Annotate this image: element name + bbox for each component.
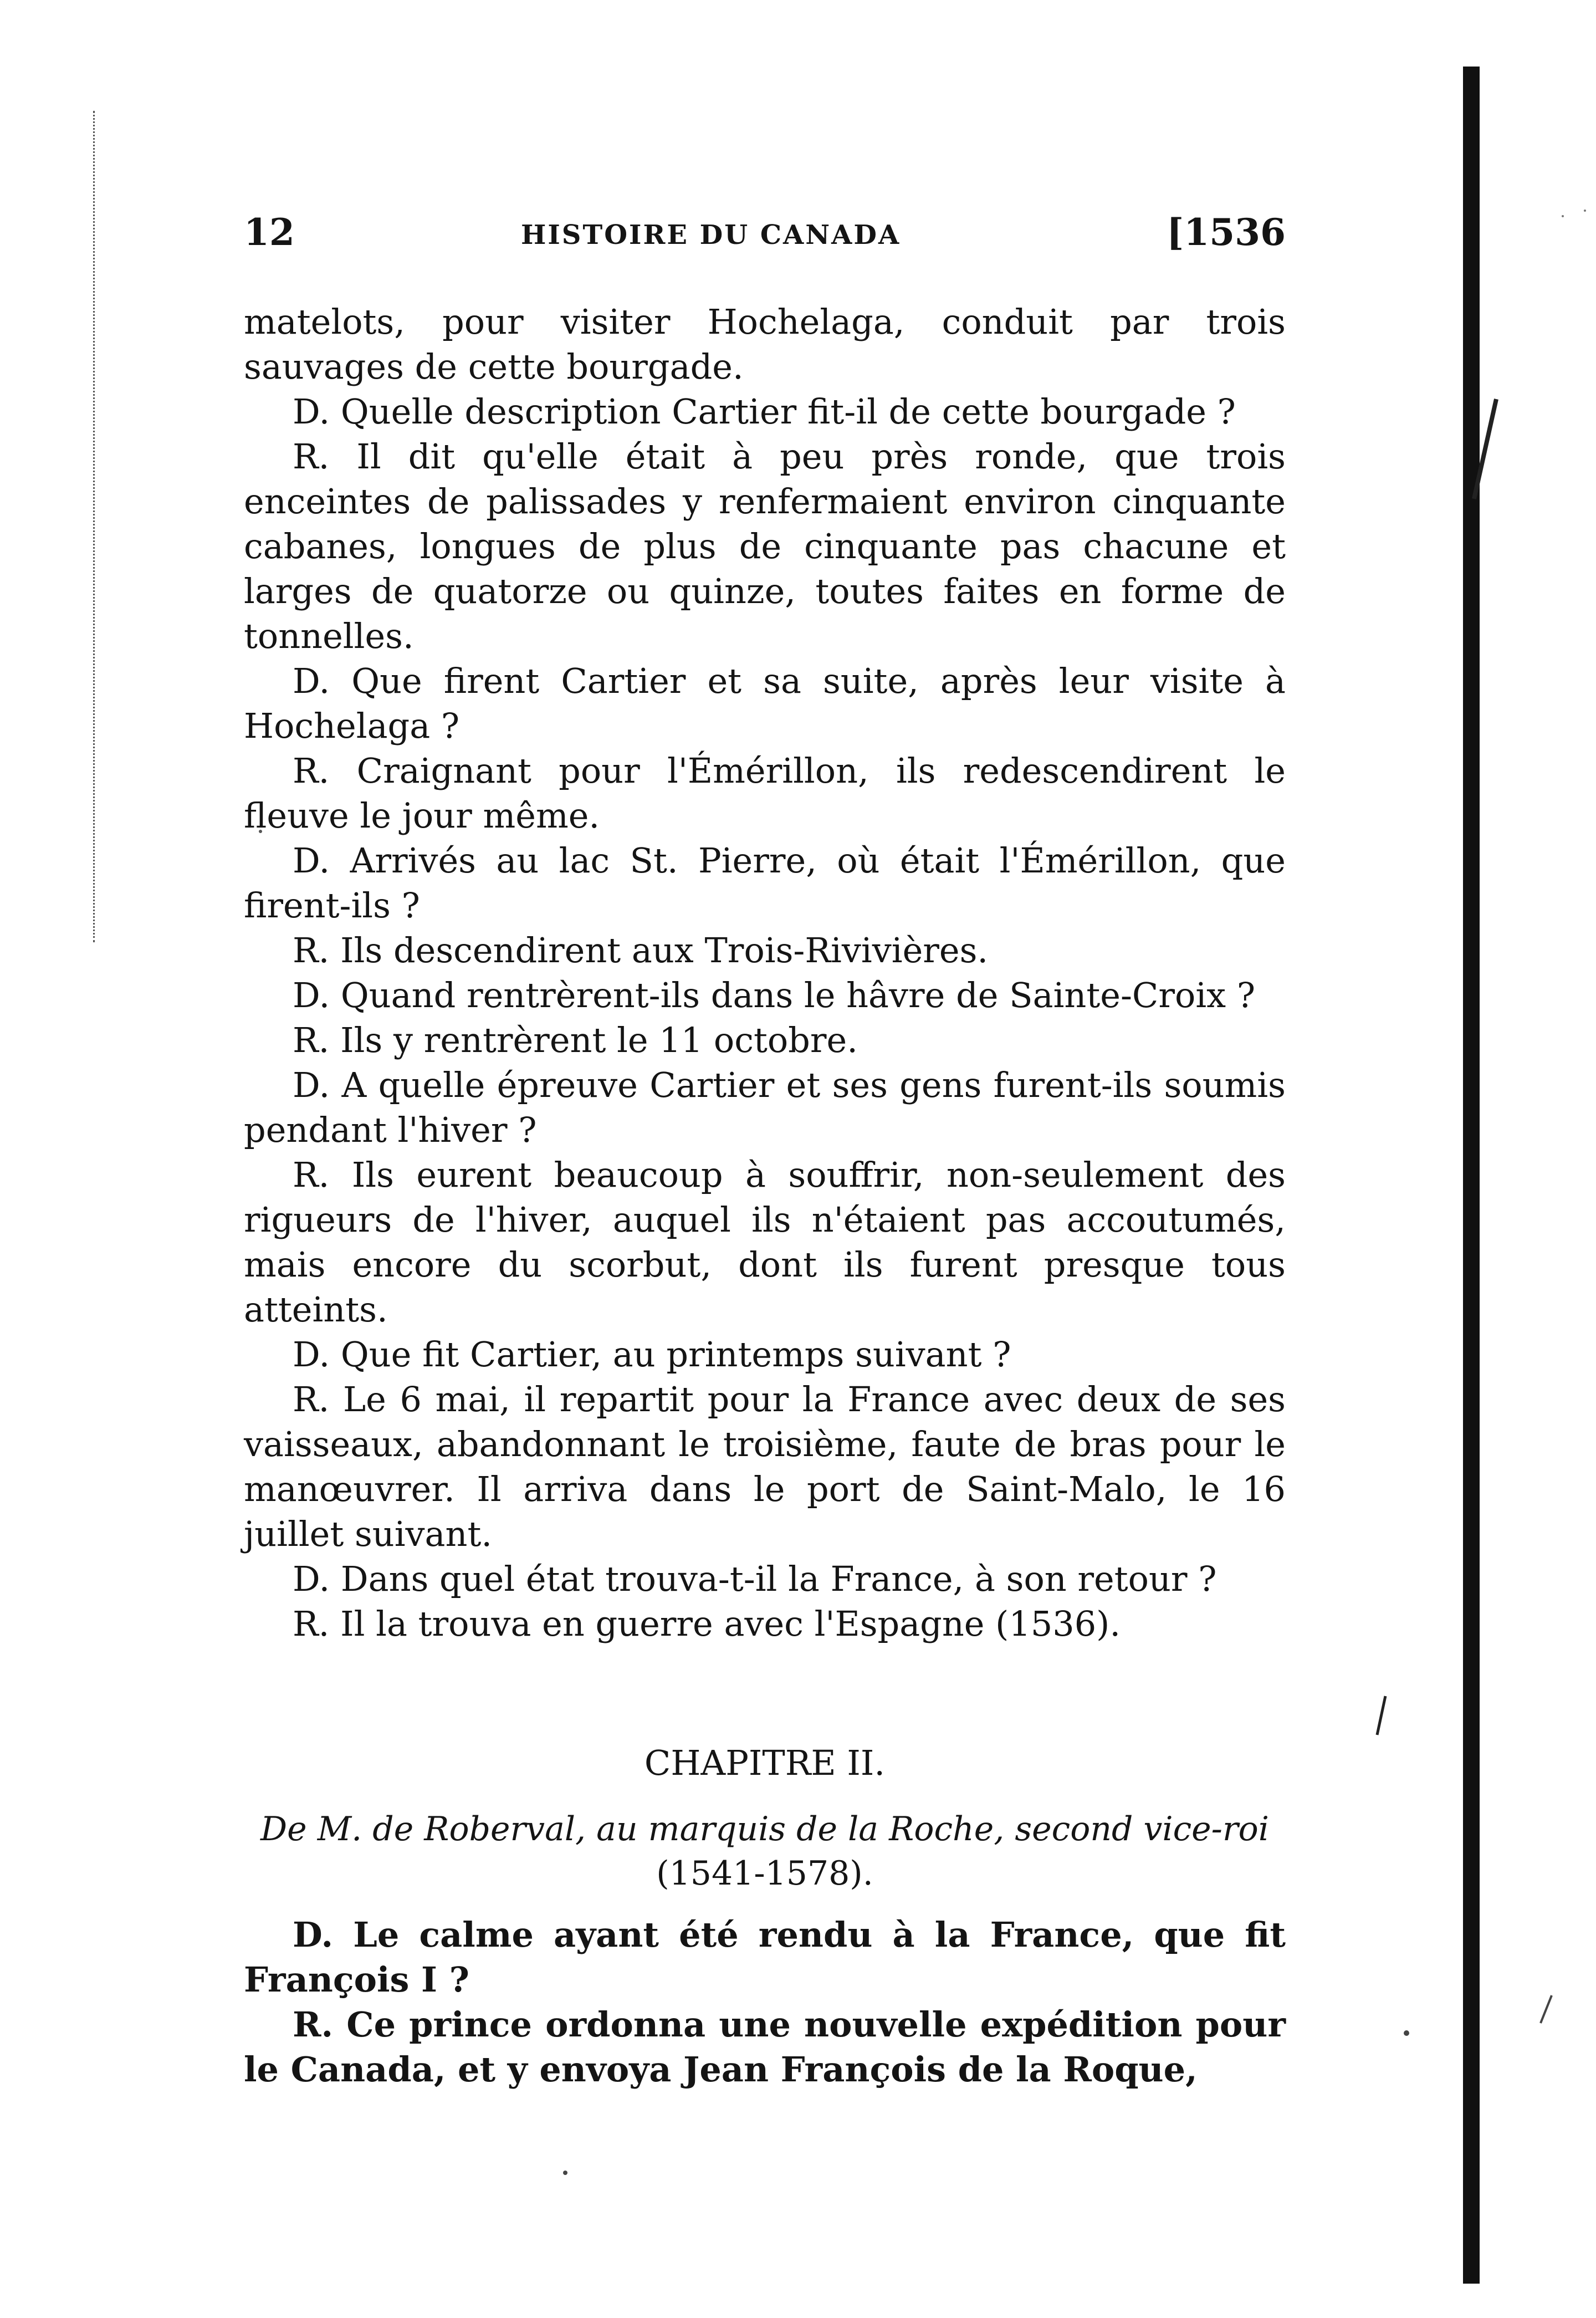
paragraph: D. A quelle épreuve Cartier et ses gens furent-ils soumis pendant l'hiver ? (244, 1065, 1286, 1150)
paragraph: R. Craignant pour l'Émérillon, ils redescendirent le fleuve le jour même. (244, 750, 1286, 836)
chapter-text (244, 1912, 1286, 2092)
chapter-subtitle (244, 1807, 1286, 1896)
paragraph: D. Arrivés au lac St. Pierre, où était l'Émérillon, que firent-ils ? (244, 840, 1286, 926)
running-title: HISTOIRE DU CANADA (521, 219, 901, 251)
paragraph: R. Le 6 mai, il repartit pour la France avec deux de ses vaisseaux, abandonnant le troisième, faute de bras pour le manœuvrer. Il arriva dans le port de Saint-Malo, le 16 juillet suivant. (244, 1379, 1286, 1554)
paragraph: R. Ils eurent beaucoup à souffrir, non-seulement des rigueurs de l'hiver, auquel ils n'étaient pas accoutumés, mais encore du scorbut, dont ils furent presque tous atteints. (244, 1155, 1286, 1330)
paragraph: R. Ils y rentrèrent le 11 octobre. (293, 1020, 858, 1060)
main-text (244, 299, 1286, 1646)
paragraph: R. Il la trouva en guerre avec l'Espagne (1536). (293, 1604, 1121, 1644)
paragraph: D. Dans quel état trouva-t-il la France, à son retour ? (293, 1559, 1217, 1599)
chapter-heading: CHAPITRE II. (644, 1743, 886, 1783)
running-header (244, 211, 1286, 266)
header-year: [1536 (1167, 211, 1286, 254)
page-number: 12 (244, 211, 295, 254)
paragraph: D. Le calme ayant été rendu à la France, que fit François I ? (244, 1914, 1286, 2000)
paragraph: D. Quand rentrèrent-ils dans le hâvre de Sainte-Croix ? (293, 975, 1256, 1015)
paragraph: R. Ils descendirent aux Trois-Rivivières. (293, 930, 989, 971)
chapter-subtitle-text: De M. de Roberval, au marquis de la Roche, second vice-roi (260, 1810, 1269, 1849)
paragraph: D. Que firent Cartier et sa suite, après leur visite à Hochelaga ? (244, 661, 1286, 746)
chapter-subtitle-years: (1541-1578). (656, 1854, 873, 1893)
paragraph: R. Ce prince ordonna une nouvelle expédition pour le Canada, et y envoya Jean François de la Roque, (244, 2004, 1286, 2090)
paragraph: D. Quelle description Cartier fit-il de cette bourgade ? (293, 391, 1236, 432)
paragraph: D. Que fit Cartier, au printemps suivant ? (293, 1334, 1011, 1375)
paragraph: R. Il dit qu'elle était à peu près ronde, que trois enceintes de palissades y renfermaient environ cinquante cabanes, longues de plus de cinquante pas chacune et larges de quatorze ou quinze, toutes faites en forme de tonnelles. (244, 436, 1286, 656)
paragraph: matelots, pour visiter Hochelaga, conduit par trois sauvages de cette bourgade. (244, 302, 1286, 387)
